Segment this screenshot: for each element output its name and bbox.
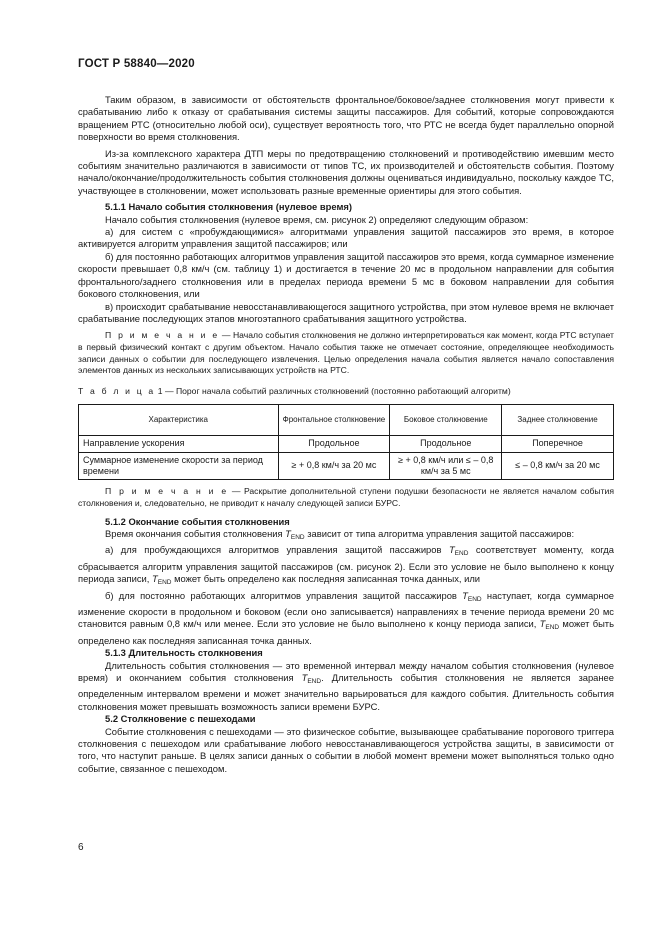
paragraph: Из-за комплексного характера ДТП меры по предотвращению столкновений и противодействию имевшим место событиям значительно различаются в зависимости от типов ТС, их производителей и обстоятельств события. Поэтому начало/окончание/продолжительность события столкновения должны оцениваться индивидуально, поскольку каждое ТС, участвующее в столкновении, может использовать разные временные ориентиры для этого события.: [78, 147, 614, 196]
section-heading-5-2: 5.2 Столкновение с пешеходами: [105, 713, 256, 725]
t-end-subscript: END: [545, 624, 560, 632]
table-header-cell: Фронтальное столкновение: [278, 405, 390, 436]
t-end-symbol: T: [448, 544, 455, 556]
table-label: Т а б л и ц а: [78, 385, 156, 396]
note-label: П р и м е ч а н и е: [105, 330, 220, 341]
t-end-symbol: T: [539, 618, 546, 630]
table-cell: ≤ – 0,8 км/ч за 20 мс: [502, 452, 614, 480]
list-item-b: б) для постоянно работающих алгоритмов управления защитой пассажиров это время, когда суммарное изменение скорости превышает 0,8 км/ч (см. таблицу 1) и достигается в течение 20 мс в продольном направлении для события фронтального/заднего столкновения или в пределах периода времени 5 мс в боковом направлении для события бокового столкновения, или: [78, 250, 614, 300]
table-cell: Поперечное: [502, 436, 614, 452]
paragraph: [78, 660, 614, 714]
t-end-subscript: END: [307, 677, 322, 685]
table-cell: Суммарное изменение скорости за период времени: [79, 452, 279, 480]
paragraph: Таким образом, в зависимости от обстоятельств фронтальное/боковое/заднее столкновения могут привести к срабатыванию либо к отказу от срабатывания системы защиты пассажиров. Для событий, которые сопровождаются вращением РТС (относительно любой оси), существует вероятность того, что РТС не всегда будет параллельно опорной поверхности во время столкновения.: [78, 94, 614, 143]
table-header-cell: Характеристика: [79, 405, 279, 436]
table-header-cell: Заднее столкновение: [502, 405, 614, 436]
list-item-b: [78, 590, 614, 648]
note: [78, 486, 614, 509]
table-caption-text: 1 — Порог начала событий различных столкновений (постоянно работающий алгоритм): [155, 385, 511, 396]
text-run: может быть определено как последняя записанная точка данных, или: [171, 573, 481, 585]
table-caption: [78, 385, 614, 397]
list-item-c: в) происходит срабатывание невосстанавливающегося защитного устройства, при этом нулевое время не включает срабатывание последующих этапов многоэтапного срабатывания защитного устройства.: [78, 300, 614, 324]
threshold-table: [78, 404, 614, 480]
table-header-cell: Боковое столкновение: [390, 405, 502, 436]
text-run: Длительность события столкновения — это временной интервал между началом события столкновения (нулевое время) и окончанием события столкновения: [78, 659, 614, 683]
text-run: б) для постоянно работающих алгоритмов управления защитой пассажиров: [105, 589, 463, 601]
text-run: может быть определено как последняя записанная точка данных.: [78, 618, 614, 646]
t-end-subscript: END: [157, 579, 172, 587]
document-header: ГОСТ Р 58840—2020: [78, 58, 195, 70]
note-text: — Раскрытие дополнительной ступени подушки безопасности не является началом события столкновения и, следовательно, не приводит к началу следующей записи БУРС.: [78, 486, 614, 508]
t-end-symbol: T: [462, 589, 468, 601]
t-end-subscript: END: [290, 533, 305, 541]
t-end-symbol: T: [152, 573, 158, 585]
page-number: 6: [78, 842, 84, 853]
section-heading-5-1-2: 5.1.2 Окончание события столкновения: [105, 515, 290, 527]
table-cell: ≥ + 0,8 км/ч или ≤ – 0,8 км/ч за 5 мс: [390, 452, 502, 480]
paragraph: Событие столкновения с пешеходами — это физическое событие, вызывающее срабатывание порогового триггера столкновения с пешеходом или срабатывание любого невосстанавливающегося устройства защиты, в зависимости от того, что наступит раньше. В целях записи данных о событии в любой момент времени может выполняться только одно событие, связанное с пешеходом.: [78, 725, 614, 774]
section-heading-5-1-1: 5.1.1 Начало события столкновения (нулевое время): [105, 201, 352, 213]
note-text: — Начало события столкновения не должно интерпретироваться как момент, когда РТС вступает в первый физический контакт с другим объектом. Начало события также не отмечает состояние, определяющее необходимость записи данных о событии для последующего извлечения. Целью определения начала события является начало сопоставления элементов данных из нескольких записывающих устройств на РТС.: [78, 330, 614, 376]
t-end-subscript: END: [467, 595, 482, 603]
table-header-row: [79, 405, 614, 436]
document-body: [78, 94, 614, 775]
list-item-a: а) для систем с «пробуждающимися» алгоритмами управления защитой пассажиров это время, в которое активируется алгоритм управления защитой пассажиров; или: [78, 226, 614, 250]
paragraph: [78, 528, 614, 544]
text-run: а) для пробуждающихся алгоритмов управления защитой пассажиров: [105, 544, 449, 556]
section-heading-5-1-3: 5.1.3 Длительность столкновения: [105, 647, 263, 659]
text-run: . Длительность события столкновения не является заранее определенным интервалом времени и может значительно варьироваться для каждого события. Длительность события столкновения может превышать возможность записи времени БУРС.: [78, 671, 614, 712]
t-end-symbol: T: [285, 527, 291, 539]
list-item-a: [78, 544, 614, 589]
table-cell: ≥ + 0,8 км/ч за 20 мс: [278, 452, 390, 480]
table-row: [79, 436, 614, 452]
t-end-symbol: T: [301, 671, 308, 683]
note: [78, 330, 614, 376]
note-label: П р и м е ч а н и е: [105, 486, 229, 497]
table-cell: Направление ускорения: [79, 436, 279, 452]
text-run: Время окончания события столкновения: [105, 527, 286, 539]
table-cell: Продольное: [390, 436, 502, 452]
table-cell: Продольное: [278, 436, 390, 452]
text-run: зависит от типа алгоритма управления защитой пассажиров:: [304, 527, 575, 539]
text-run: наступает, когда суммарное изменение скорости в продольном и боковом (если оно записывается) направлениях в течение периода времени 20 мс становится равным 0,8 км/ч или менее. Если это условие не было выполнено к концу периода записи,: [78, 589, 614, 630]
paragraph: Начало события столкновения (нулевое время, см. рисунок 2) определяют следующим образом:: [105, 213, 529, 225]
text-run: соответствует моменту, когда сбрасывается алгоритм управления защитой пассажиров (см. рисунок 2). Если это условие не было выполнено к концу периода записи,: [78, 544, 614, 585]
t-end-subscript: END: [454, 550, 469, 558]
table-row: [79, 452, 614, 480]
